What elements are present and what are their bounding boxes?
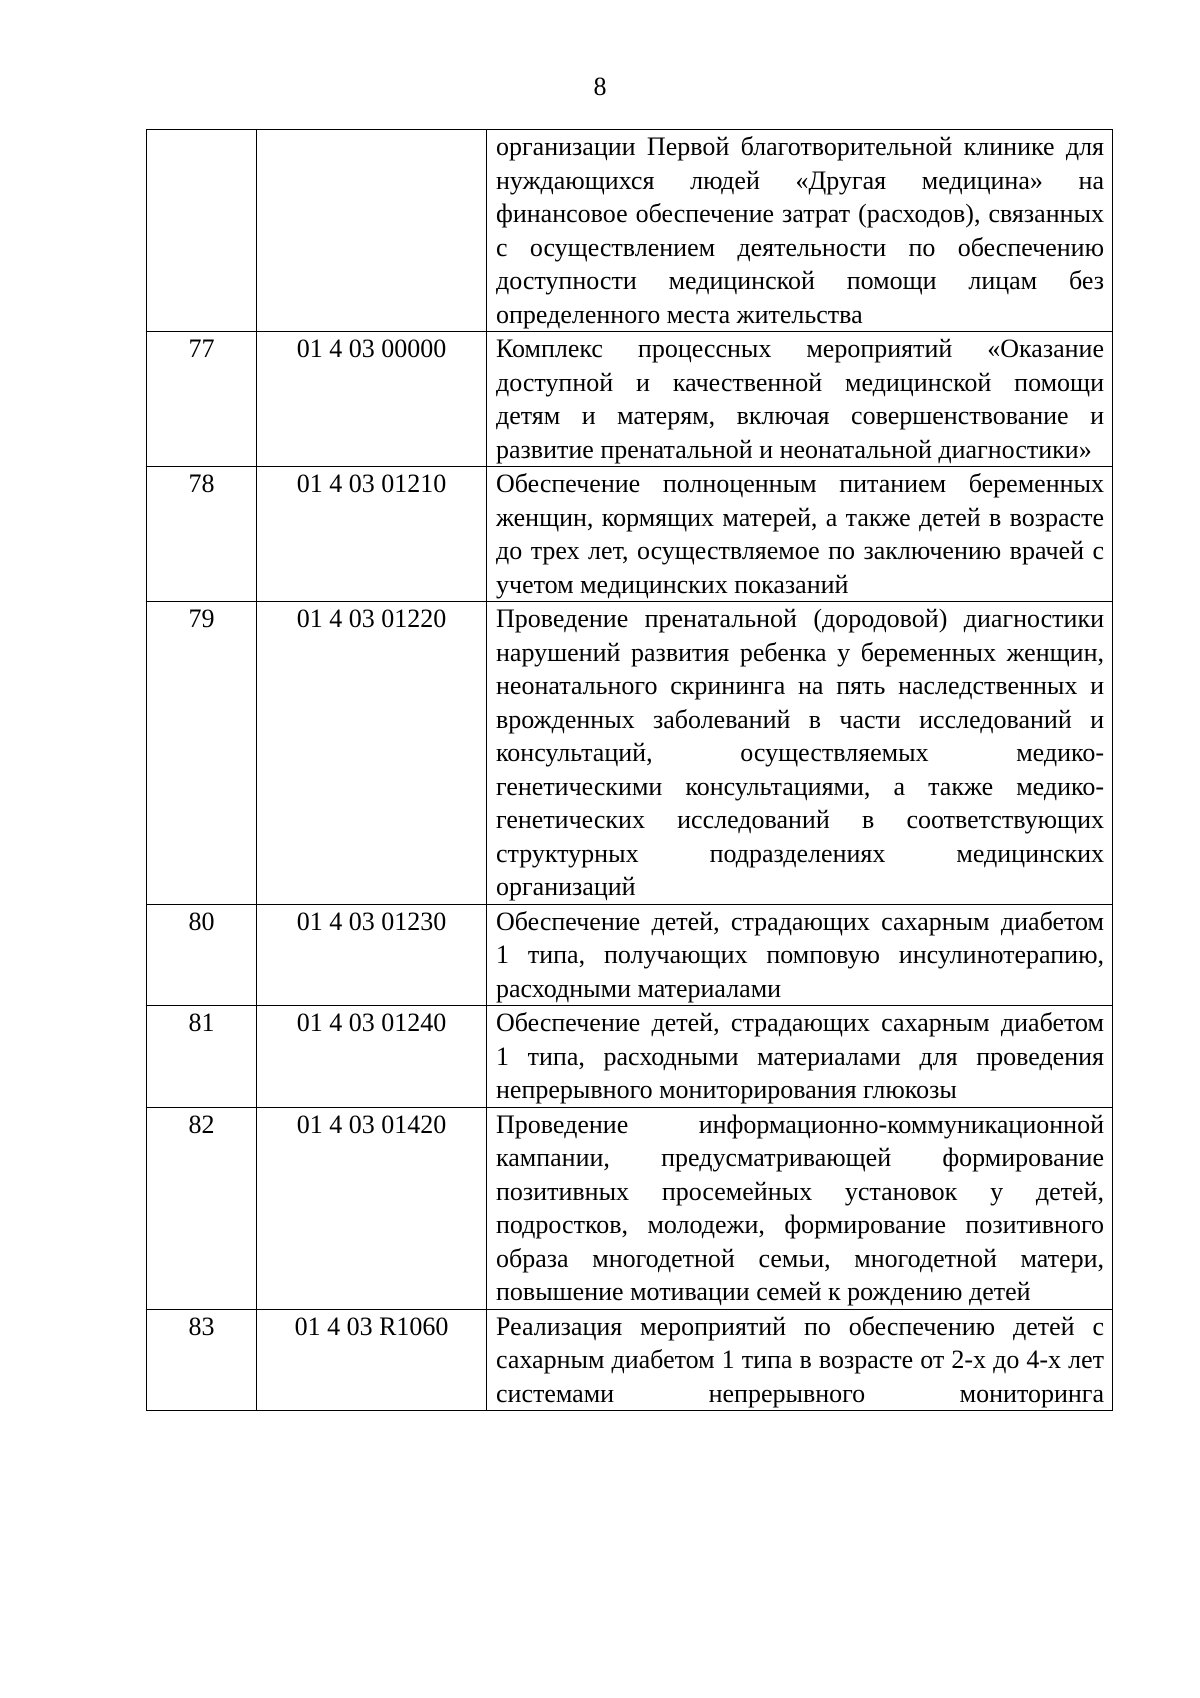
row-description: Проведение информационно-коммуникационной кампании, предусматривающей формирование позитивных просемейных установок у детей, подростков, молодежи, формирование позитивного образа многодетной семьи, многодетной матери, повышение мотивации семей к рождению детей bbox=[487, 1107, 1113, 1309]
row-description: Проведение пренатальной (дородовой) диагностики нарушений развития ребенка у беременных женщин, неонатального скрининга на пять наследственных и врожденных заболеваний в части исследований и консультаций, осуществляемых медико-генетическими консультациями, а также медико-генетических исследований в соответствующих структурных подразделениях медицинских организаций bbox=[487, 602, 1113, 905]
row-description: организации Первой благотворительной клинике для нуждающихся людей «Другая медицина» на финансовое обеспечение затрат (расходов), связанных с осуществлением деятельности по обеспечению доступности медицинской помощи лицам без определенного места жительства bbox=[487, 130, 1113, 332]
table-row bbox=[147, 1107, 1113, 1309]
row-code bbox=[257, 130, 487, 332]
row-number: 81 bbox=[147, 1006, 257, 1108]
row-number: 83 bbox=[147, 1309, 257, 1411]
row-number bbox=[147, 130, 257, 332]
table-row bbox=[147, 602, 1113, 905]
row-code: 01 4 03 01420 bbox=[257, 1107, 487, 1309]
row-description: Обеспечение детей, страдающих сахарным диабетом 1 типа, получающих помповую инсулинотерапию, расходными материалами bbox=[487, 904, 1113, 1006]
row-number: 79 bbox=[147, 602, 257, 905]
table-row bbox=[147, 130, 1113, 332]
row-code: 01 4 03 00000 bbox=[257, 332, 487, 467]
row-code: 01 4 03 01220 bbox=[257, 602, 487, 905]
row-code: 01 4 03 01210 bbox=[257, 467, 487, 602]
table-row bbox=[147, 1006, 1113, 1108]
row-description: Обеспечение детей, страдающих сахарным диабетом 1 типа, расходными материалами для проведения непрерывного мониторирования глюкозы bbox=[487, 1006, 1113, 1108]
budget-classification-table bbox=[146, 129, 1113, 1411]
page-number: 8 bbox=[593, 72, 607, 101]
table-row bbox=[147, 1309, 1113, 1411]
table-row bbox=[147, 332, 1113, 467]
row-description: Обеспечение полноценным питанием беременных женщин, кормящих матерей, а также детей в возрасте до трех лет, осуществляемое по заключению врачей с учетом медицинских показаний bbox=[487, 467, 1113, 602]
table-row bbox=[147, 904, 1113, 1006]
row-number: 78 bbox=[147, 467, 257, 602]
row-number: 77 bbox=[147, 332, 257, 467]
row-number: 82 bbox=[147, 1107, 257, 1309]
row-code: 01 4 03 R1060 bbox=[257, 1309, 487, 1411]
table-row bbox=[147, 467, 1113, 602]
row-code: 01 4 03 01240 bbox=[257, 1006, 487, 1108]
row-number: 80 bbox=[147, 904, 257, 1006]
row-description: Реализация мероприятий по обеспечению детей с сахарным диабетом 1 типа в возрасте от 2-х до 4-х лет системами непрерывного мониторинга bbox=[487, 1309, 1113, 1411]
row-description: Комплекс процессных мероприятий «Оказание доступной и качественной медицинской помощи детям и матерям, включая совершенствование и развитие пренатальной и неонатальной диагностики» bbox=[487, 332, 1113, 467]
row-code: 01 4 03 01230 bbox=[257, 904, 487, 1006]
